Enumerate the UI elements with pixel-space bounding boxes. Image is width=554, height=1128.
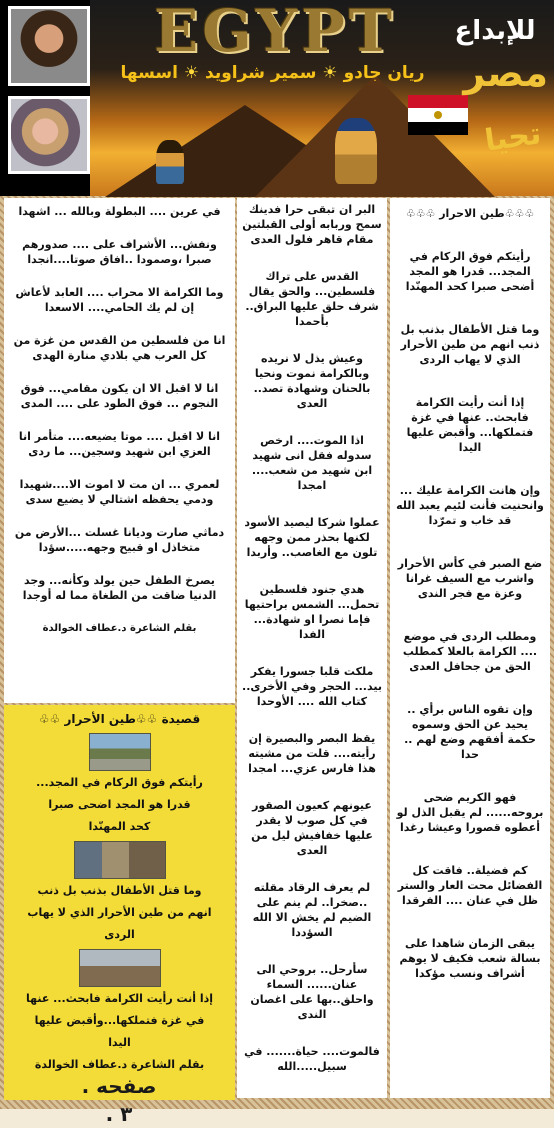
author-signature: بقلم الشاعرة د.عطاف الخوالدة <box>34 1058 205 1071</box>
poem-verse: انا لا اقبل الا ان يكون مقامي... فوق النجوم ... فوق الطود على .... المدى <box>20 382 219 410</box>
poem-verse: إذا أنت رأيت الكرامة فابحث.. عنها في غزة فتملكها... وأقبض عليها اليدا <box>406 396 534 454</box>
poem-verse: رأيتكم فوق الركام في المجد... قدرا هو المجد أضحى صبرا كحد المهنّدا <box>405 250 535 293</box>
poem-verse: يقظ البصر والبصيرة إن رأيته.... قلت من مشيته هذا فارس عزي... امجدا <box>248 732 376 775</box>
poem-column-left <box>4 198 235 703</box>
page-number: صفحه . ٣ . <box>81 1074 157 1126</box>
pharaoh-statue-small <box>156 140 184 184</box>
featured-poem-line: الردى <box>104 928 135 941</box>
author-signature: بقلم الشاعرة د.عطاف الخوالدة <box>42 623 197 634</box>
portrait-photo-woman <box>8 96 90 174</box>
photo-rubble <box>79 949 161 987</box>
poem-verse: ملكت قلبا جسورا يفكر بيد... الحجر وفي الأخرى.. كتاب الله .... الأوحدا <box>242 665 382 708</box>
featured-poem-title: قصيدة ♧♧طين الأحرار ♧♧ <box>38 712 201 726</box>
poem-column-middle <box>237 198 387 1098</box>
poem-verse: ♧♧♧طين الاحرار ♧♧♧ <box>405 207 535 220</box>
poem-verse: وإن تقوه الناس برأي .. يحيد عن الحق وسموه حكمة أفقهم وضع لهم .. حدا <box>404 703 536 761</box>
featured-poem-line: انهم من طين الأحرار الذي لا يهاب <box>27 906 212 919</box>
poem-verse: لعمري ... ان مت لا اموت الا....شهيدا ودمي يحفظه اشتالي لا يضيع سدى <box>19 478 220 506</box>
poem-verse: انا من فلسطين من القدس من غزة من كل العرب هي بلادي منارة الهدى <box>13 334 226 362</box>
poem-column-right <box>390 198 550 1098</box>
poem-verse: وإن هانت الكرامة عليك ... وانحنيت فأنت لئيم يعبد الله قد خاب و تمرّدا <box>396 484 544 527</box>
label-ibdaa: للإبداع <box>454 16 536 46</box>
founder-name: سمير شراويد <box>205 63 317 83</box>
poem-verse: هدي جنود فلسطين تحمل... الشمس براحتيها فإما نصرا او شهادة... الفدا <box>244 583 380 641</box>
featured-poem-line: إذا أنت رأيت الكرامة فابحث... عنها <box>25 992 214 1005</box>
label-tahya: تحيا <box>482 116 544 159</box>
poem-verse: كم فضيلة.. فاقت كل الفضائل محت العار والستر ظل في عنان .... الفرقدا <box>397 864 543 907</box>
poem-verse: لم يعرف الرقاد مقلته ..صخرا.. لم ينم على الضيم لم يخش الا الله السؤددا <box>252 881 372 939</box>
poem-verse: القدس على تراك فلسطين... والحق يقال شرف حلق عليها البراق.. بأحمدا <box>245 270 379 328</box>
portrait-photo-man <box>8 6 90 86</box>
poem-verse: دماثي صارت وديانا غسلت ...الأرض من متخاذل او قبيح وجهه.....سؤدا <box>14 526 225 554</box>
poem-verse: عملوا شركا ليصيد الأسود لكنها بحذر ممن وجهه تلون مع الغاصب.. وأربدا <box>244 516 380 559</box>
poem-verse: سأرحل.. بروحي الى عنان...... السماء واحلق..بها على اغصان الندى <box>250 963 374 1021</box>
poem-verse: يبقى الزمان شاهدا على بسالة شعب فكيف لا يوهم أشراف ونسب مؤكدا <box>399 937 541 980</box>
poem-verse: وعيش يذل لا نريده وبالكرامة نموت ونحيا بالحنان وشهادة تصد.. العدى <box>253 352 371 410</box>
pharaoh-statue-large <box>335 118 377 184</box>
masthead-title: EGYPT <box>154 0 396 65</box>
label-misr: مصر <box>463 51 548 95</box>
poem-verse: وما الكرامة الا محراب .... العابد لأعاش إن لم يك الحامي.... الاسعدا <box>15 286 224 314</box>
photo-children <box>89 733 151 771</box>
founder-name: ريان جادو <box>343 63 425 83</box>
photo-mosque <box>74 841 166 879</box>
founder-name: اسسها <box>120 63 178 83</box>
masthead <box>0 0 554 196</box>
poem-verse: ونفش... الأشراف على .... صدورهم صبرا ،وصمودا ..افاق صوتا....انجدا <box>22 238 217 266</box>
poem-verse: يصرخ الطفل حين يولد وكأنه... وجد الدنيا ضاقت من الطغاة مما له أوجدا <box>22 574 217 602</box>
poem-verse: في عرين .... البطولة وبالله ... اشهدا <box>18 205 221 218</box>
egypt-flag-icon <box>408 95 468 135</box>
poem-verse: فالموت.... حياة....... في سبيل.....الله <box>244 1045 380 1073</box>
featured-poem-line: اليدا <box>108 1036 131 1049</box>
poem-verse: انا لا اقبل .... موتا يضيعه.... متأمر انا العزي ابن شهيد وسجين... ما ردى <box>18 430 221 458</box>
poem-verse: وما قتل الأطفال بذنب بل ذنب انهم من طين الأحرار الذي لا يهاب الردى <box>400 323 540 366</box>
featured-poem-line: في غزة فتملكها...وأقبض عليها <box>34 1014 205 1027</box>
sun-icon: ☀ <box>177 63 200 83</box>
poem-verse: ومطلب الردى في موضع .... الكرامة بالعلا كمطلب الحق من جحافل العدى <box>402 630 538 673</box>
poem-verse: ضع الصبر في كأس الأحرار واشرب مع السيف غرانا وعزة مع فجر الندى <box>397 557 543 600</box>
featured-poem-box <box>4 705 235 1126</box>
poem-verse: اذا الموت.... ارخص سدوله فقل انى شهيد ابن شهيد من شعب.... امجدا <box>251 434 373 492</box>
poem-verse: البر ان تبقى حرا فدينك سمح وربابه أولى القبلتين مقام قاهر فلول العدى <box>242 203 382 246</box>
founders-line <box>95 60 450 86</box>
featured-poem-line: وما قتل الأطفال بذنب بل ذنب <box>37 884 202 897</box>
poem-verse: فهو الكريم ضحى بروحه...... لم يقبل الذل لو أعطوه قصورا وعيشا رغدا <box>396 791 544 834</box>
featured-poem-line: كحد المهنّدا <box>88 820 151 833</box>
featured-poem-line: قدرا هو المجد اضحى صبرا <box>48 798 191 811</box>
sun-icon: ☀ <box>316 63 338 83</box>
featured-poem-line: رأيتكم فوق الركام في المجد... <box>36 776 203 789</box>
poem-verse: عيونهم كعيون الصقور في كل صوب لا يقدر عليها خفافيش ليل من العدى <box>251 799 373 857</box>
